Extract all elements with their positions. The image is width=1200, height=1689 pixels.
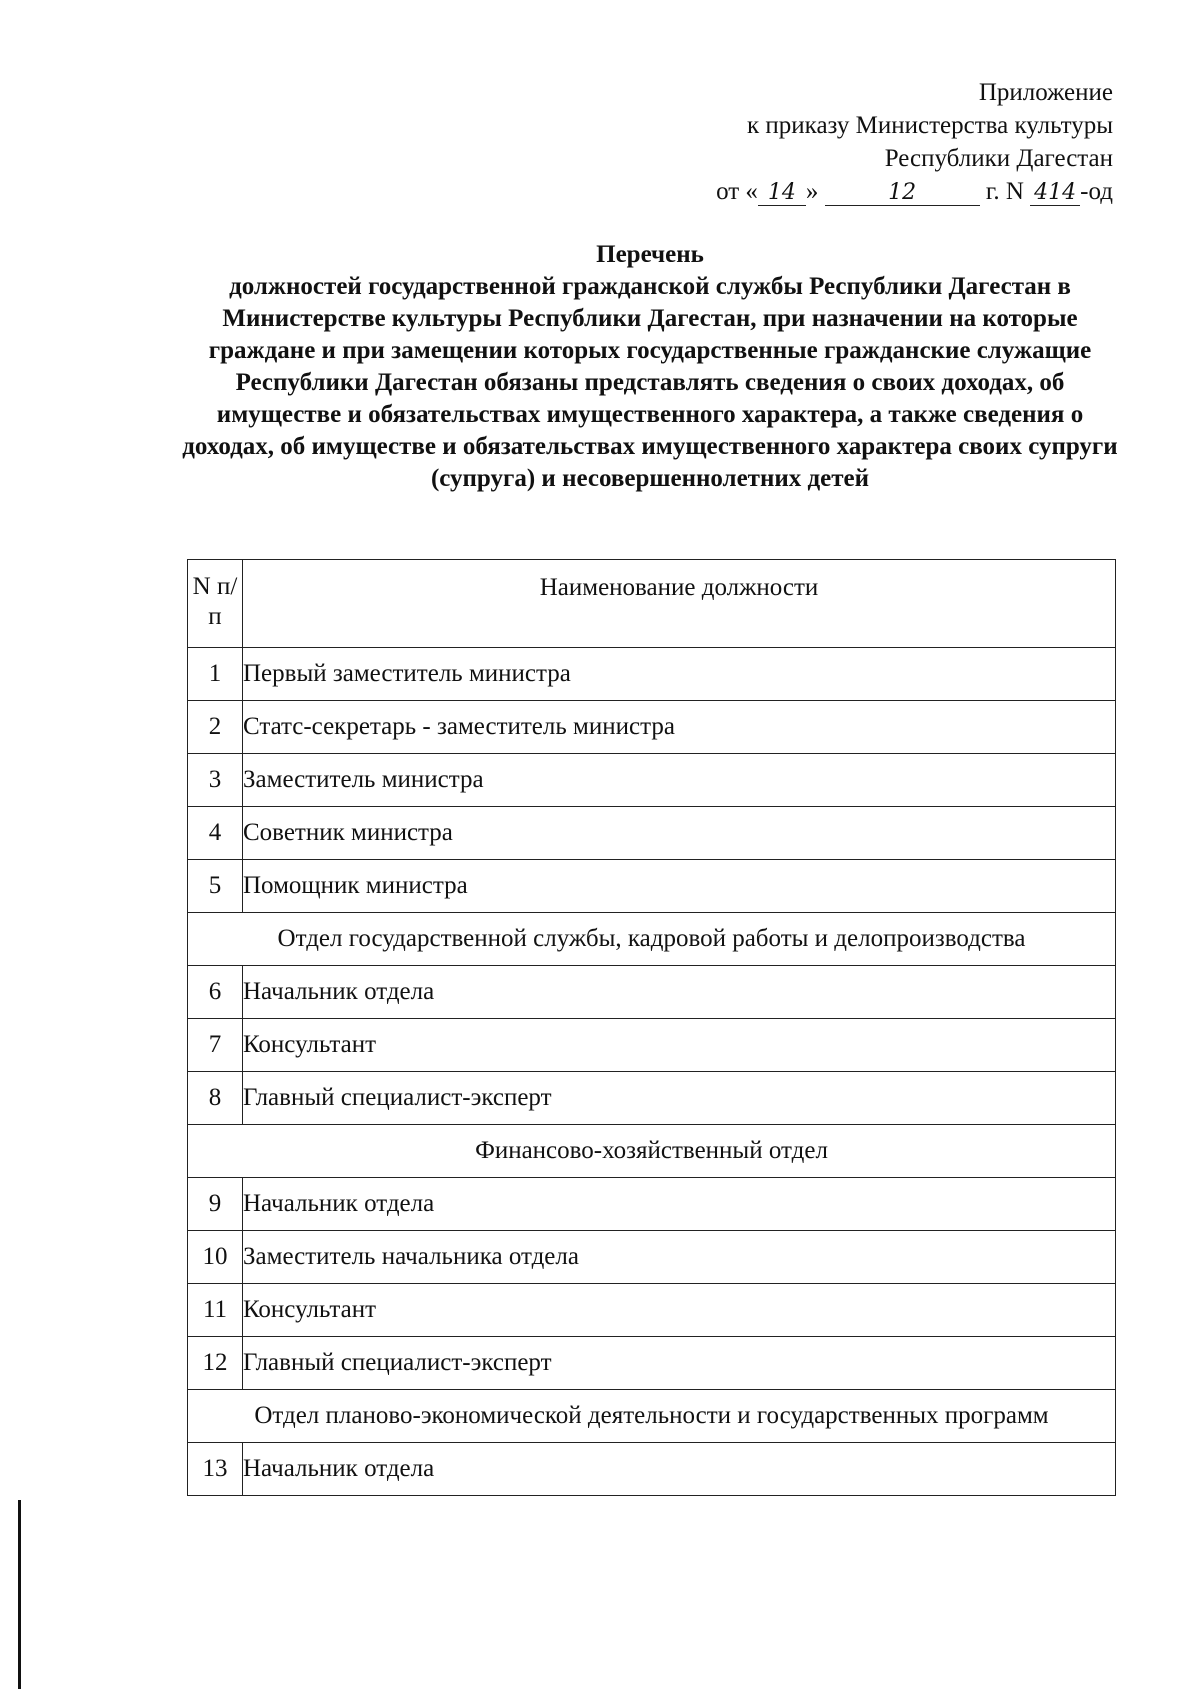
table-row <box>188 754 1116 807</box>
table-row <box>188 1072 1116 1125</box>
order-month: 12 <box>825 181 980 206</box>
section-row <box>188 1125 1116 1178</box>
position-name: Статс-секретарь - заместитель министра <box>243 701 1116 754</box>
table-row <box>188 1231 1116 1284</box>
title-main: Перечень <box>596 241 704 268</box>
order-number-label: г. N <box>985 178 1024 205</box>
row-number: 10 <box>188 1231 243 1284</box>
table-row <box>188 1337 1116 1390</box>
row-number: 5 <box>188 860 243 913</box>
position-name: Главный специалист-эксперт <box>243 1072 1116 1125</box>
table-row <box>188 1178 1116 1231</box>
table-row <box>188 1284 1116 1337</box>
row-number: 1 <box>188 648 243 701</box>
table-row <box>188 966 1116 1019</box>
order-suffix: -од <box>1080 178 1113 205</box>
table-row <box>188 1443 1116 1496</box>
header-num: N п/п <box>188 560 243 648</box>
table-body <box>188 648 1116 1496</box>
appendix-label: Приложение <box>978 79 1113 106</box>
position-name: Начальник отдела <box>243 1443 1116 1496</box>
section-row <box>188 1390 1116 1443</box>
row-number: 12 <box>188 1337 243 1390</box>
position-name: Консультант <box>243 1019 1116 1072</box>
row-number: 8 <box>188 1072 243 1125</box>
row-number: 6 <box>188 966 243 1019</box>
header-name: Наименование должности <box>243 560 1116 648</box>
table-row <box>188 807 1116 860</box>
row-number: 2 <box>188 701 243 754</box>
position-name: Помощник министра <box>243 860 1116 913</box>
order-date-line <box>716 175 1113 208</box>
document-title <box>180 239 1120 495</box>
date-mid: » <box>805 178 819 205</box>
position-name: Заместитель министра <box>243 754 1116 807</box>
table-row <box>188 1019 1116 1072</box>
position-name: Заместитель начальника отдела <box>243 1231 1116 1284</box>
row-number: 9 <box>188 1178 243 1231</box>
position-name: Начальник отдела <box>243 1178 1116 1231</box>
table-row <box>188 648 1116 701</box>
position-name: Главный специалист-эксперт <box>243 1337 1116 1390</box>
scan-margin-line <box>18 1500 21 1689</box>
ministry-region: Республики Дагестан <box>884 145 1113 172</box>
section-title: Отдел государственной службы, кадровой работы и делопроизводства <box>188 913 1116 966</box>
section-row <box>188 913 1116 966</box>
positions-table <box>187 559 1116 1496</box>
position-name: Советник министра <box>243 807 1116 860</box>
row-number: 13 <box>188 1443 243 1496</box>
row-number: 7 <box>188 1019 243 1072</box>
appendix-header <box>716 76 1113 208</box>
row-number: 11 <box>188 1284 243 1337</box>
date-prefix: от « <box>716 178 758 205</box>
row-number: 3 <box>188 754 243 807</box>
table-row <box>188 860 1116 913</box>
position-name: Начальник отдела <box>243 966 1116 1019</box>
section-title: Отдел планово-экономической деятельности и государственных программ <box>188 1390 1116 1443</box>
order-day: 14 <box>758 181 806 206</box>
order-number: 414 <box>1030 181 1080 206</box>
table-header-row <box>188 560 1116 648</box>
section-title: Финансово-хозяйственный отдел <box>188 1125 1116 1178</box>
position-name: Консультант <box>243 1284 1116 1337</box>
row-number: 4 <box>188 807 243 860</box>
order-reference: к приказу Министерства культуры <box>747 112 1113 139</box>
position-name: Первый заместитель министра <box>243 648 1116 701</box>
table-row <box>188 701 1116 754</box>
title-subtitle: должностей государственной гражданской службы Республики Дагестан в Министерстве культуры Республики Дагестан, при назначении на которые граждане и при замещении которых государственные гражданские служащие Республики Дагестан обязаны представлять сведения о своих доходах, об имуществе и обязательствах имущественного характера, а также сведения о доходах, об имуществе и обязательствах имущественного характера своих супруги (супруга) и несовершеннолетних детей <box>182 273 1118 492</box>
